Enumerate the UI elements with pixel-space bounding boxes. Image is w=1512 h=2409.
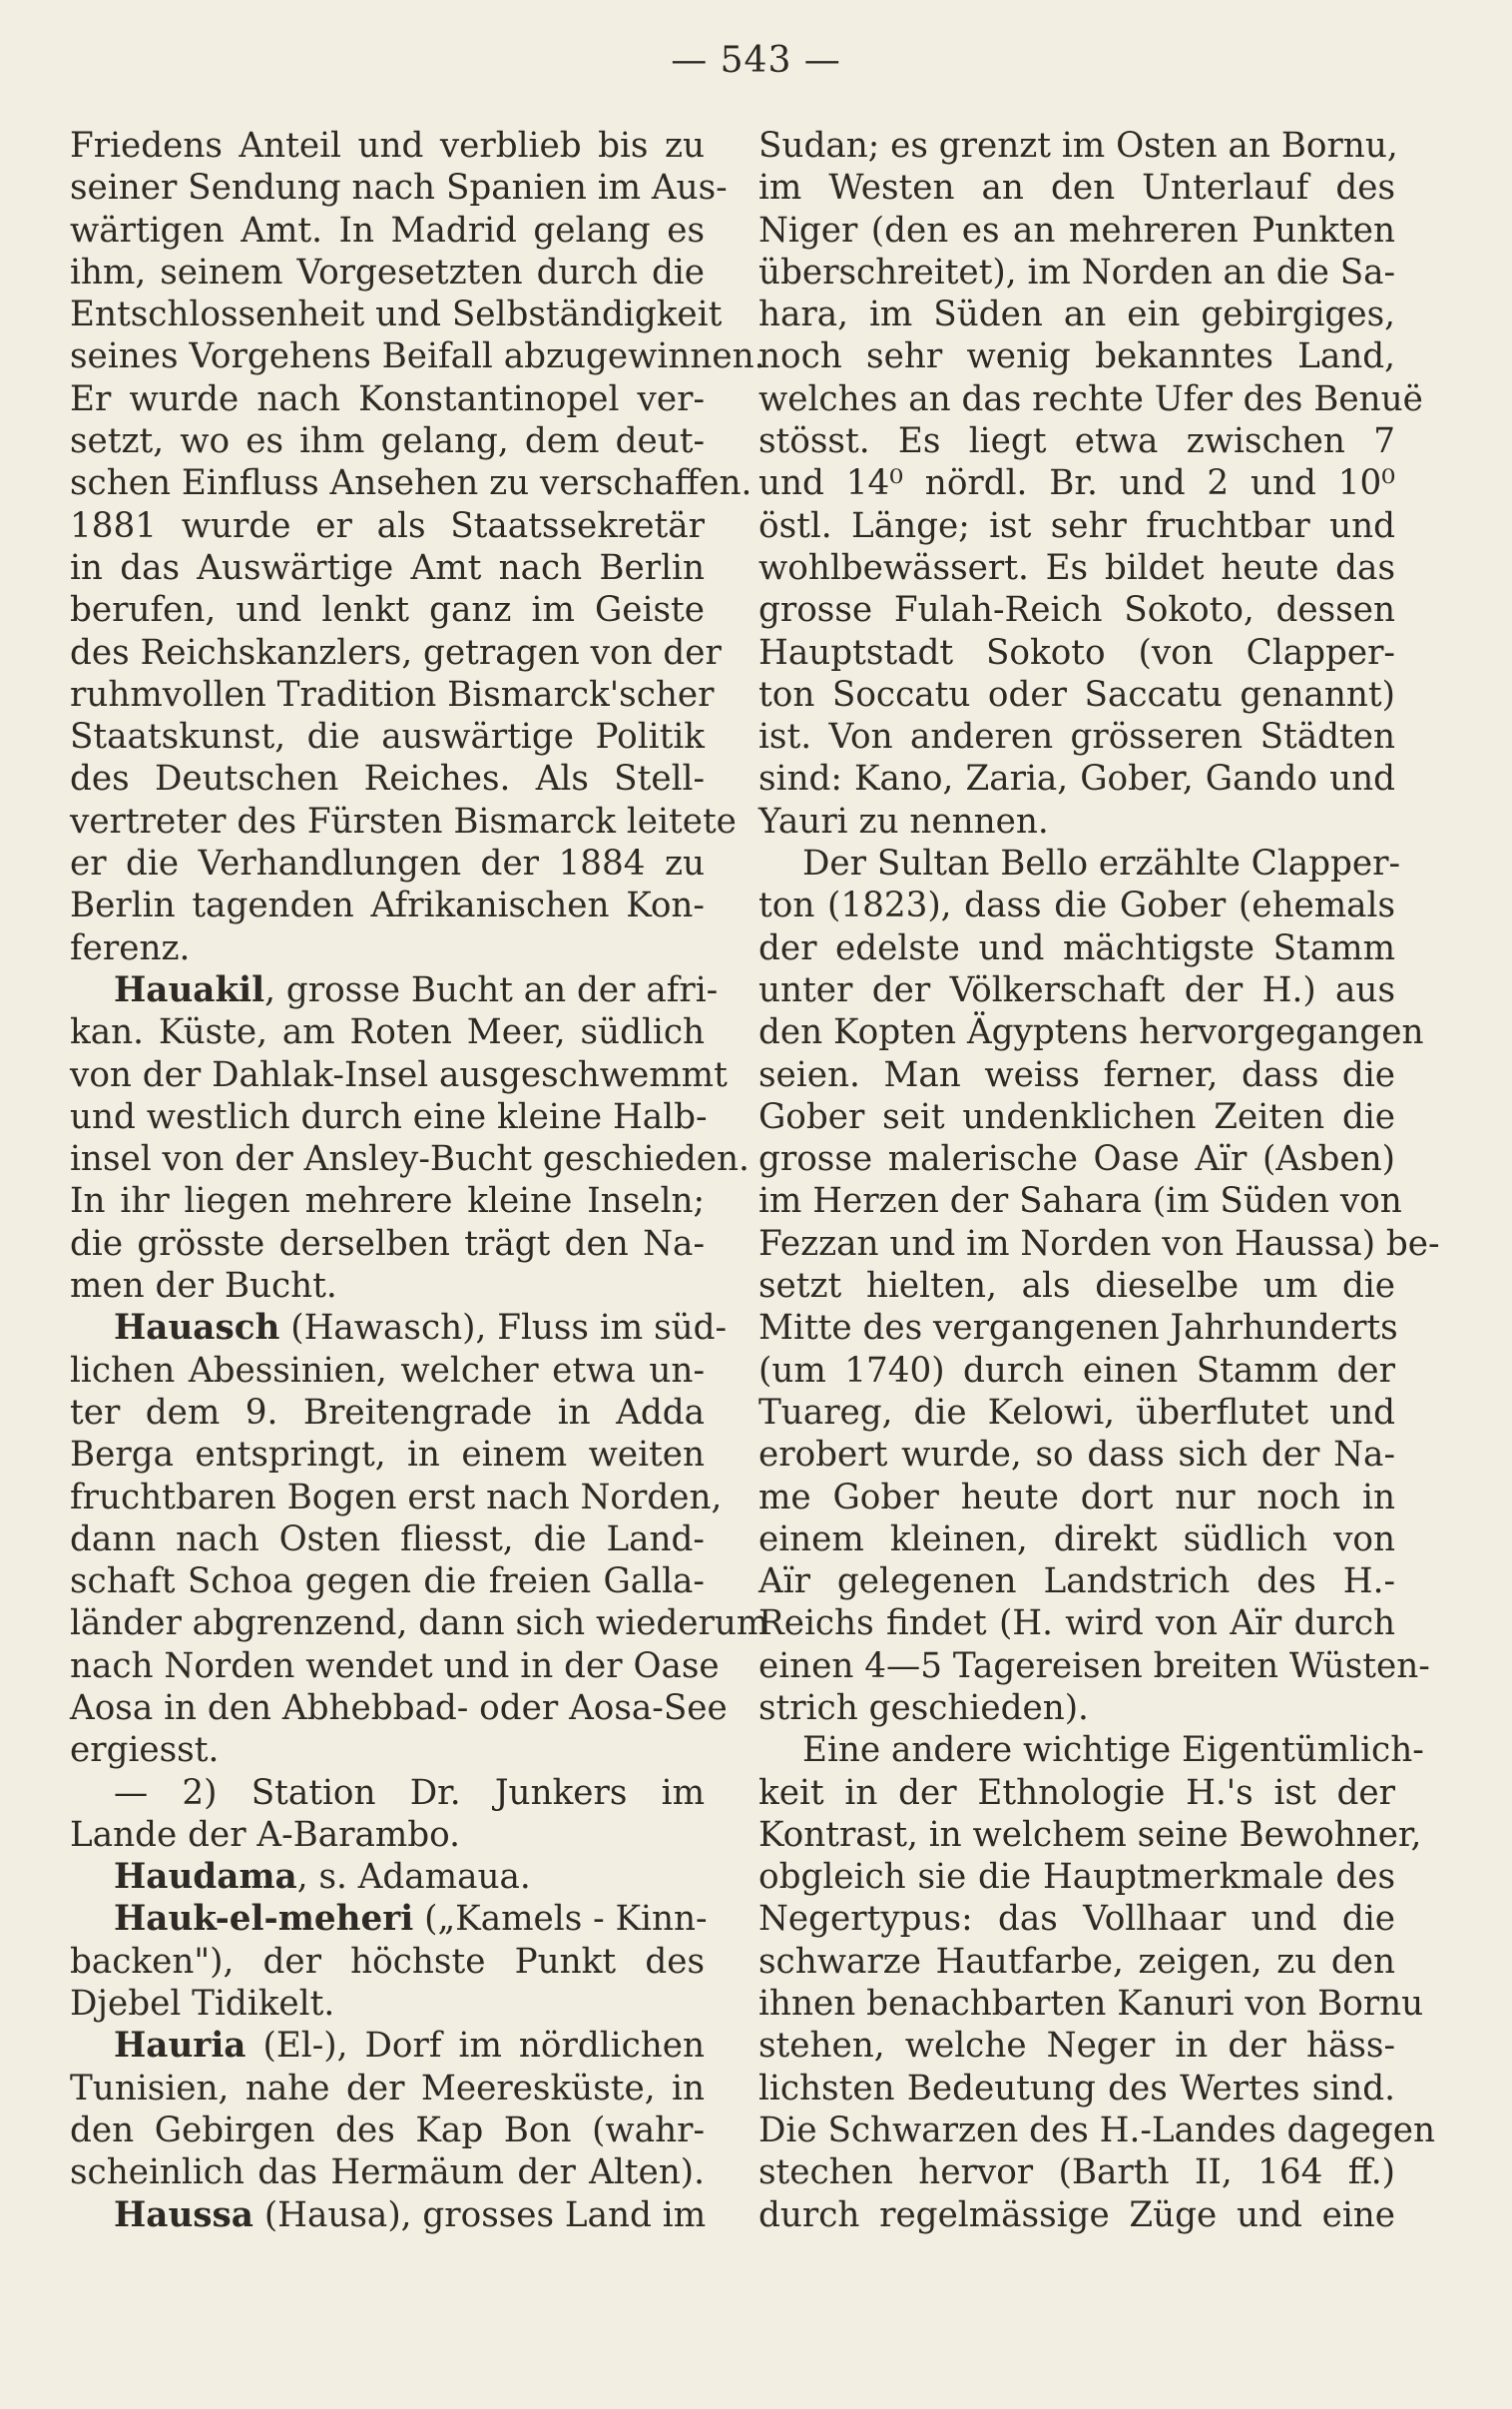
text-line: ton Soccatu oder Saccatu genannt) — [758, 674, 1395, 715]
text-line: kan. Küste, am Roten Meer, südlich — [70, 1012, 705, 1053]
entry-text: (Hausa), grosses Land im — [252, 2194, 707, 2235]
text-line: nach Norden wendet und in der Oase — [70, 1645, 720, 1686]
text-line: und westlich durch eine kleine Halb- — [70, 1096, 708, 1137]
text-line: keit in der Ethnologie H.'s ist der — [758, 1772, 1395, 1813]
text-line: ergiesst. — [70, 1730, 220, 1771]
entry-first-line — [70, 1856, 705, 1898]
text-line: wohlbewässert. Es bildet heute das — [758, 547, 1395, 588]
text-line: Niger (den es an mehreren Punkten — [758, 210, 1395, 251]
text-line: setzt hielten, als dieselbe um die — [758, 1266, 1395, 1307]
text-line: ton (1823), dass die Gober (ehemals — [758, 886, 1395, 926]
entry-headword-hauk-el-meheri: Hauk-el-meheri — [114, 1899, 414, 1940]
text-line: Staatskunst, die auswärtige Politik — [70, 717, 705, 758]
text-line: stechen hervor (Barth II, 164 ff.) — [758, 2152, 1395, 2193]
text-line: In ihr liegen mehrere kleine Inseln; — [70, 1181, 705, 1222]
text-line: obgleich sie die Hauptmerkmale des — [758, 1857, 1395, 1898]
text-line: durch regelmässige Züge und eine — [758, 2194, 1395, 2235]
text-line: men der Bucht. — [70, 1266, 337, 1307]
text-line: den Kopten Ägyptens hervorgegangen — [758, 1012, 1424, 1053]
text-line: des Deutschen Reiches. Als Stell- — [70, 759, 705, 800]
text-line: länder abgrenzend, dann sich wiederum — [70, 1603, 769, 1644]
entry-headword-hauria: Hauria — [114, 2026, 247, 2067]
text-line: ter dem 9. Breitengrade in Adda — [70, 1392, 705, 1433]
text-line: Reichs findet (H. wird von Aïr durch — [758, 1603, 1395, 1644]
text-line: schwarze Hautfarbe, zeigen, zu den — [758, 1941, 1395, 1982]
right-column — [758, 125, 1440, 2236]
text-line: in das Auswärtige Amt nach Berlin — [70, 547, 705, 588]
text-line: wärtigen Amt. In Madrid gelang es — [70, 210, 705, 251]
text-line: setzt, wo es ihm gelang, dem deut- — [70, 421, 705, 462]
entry-headword-haudama: Haudama — [114, 1857, 297, 1898]
text-line: Friedens Anteil und verblieb bis zu — [70, 126, 705, 166]
text-line: Lande der A-Barambo. — [70, 1814, 461, 1855]
text-line: berufen, und lenkt ganz im Geiste — [70, 590, 705, 631]
text-line: stehen, welche Neger in der häss- — [758, 2026, 1395, 2067]
text-line: erobert wurde, so dass sich der Na- — [758, 1435, 1395, 1476]
text-line: einen 4—5 Tagereisen breiten Wüsten- — [758, 1645, 1430, 1686]
text-line: Negertypus: das Vollhaar und die — [758, 1899, 1395, 1940]
page-number: — 543 — — [671, 40, 841, 81]
entry-text: („Kamels - Kinn- — [413, 1899, 708, 1940]
text-line: sind: Kano, Zaria, Gober, Gando und — [758, 759, 1395, 800]
text-line: seien. Man weiss ferner, dass die — [758, 1054, 1395, 1095]
text-line: Tunisien, nahe der Meeresküste, in — [70, 2068, 705, 2108]
text-line: dann nach Osten fliesst, die Land- — [70, 1518, 705, 1559]
text-line: Aïr gelegenen Landstrich des H.- — [758, 1561, 1395, 1602]
text-line: grosse malerische Oase Aïr (Asben) — [758, 1139, 1395, 1180]
text-line: insel von der Ansley-Bucht geschieden. — [70, 1139, 750, 1180]
text-line: Gober seit undenklichen Zeiten die — [758, 1096, 1395, 1137]
text-line: stösst. Es liegt etwa zwischen 7 — [758, 421, 1395, 462]
text-line: die grösste derselben trägt den Na- — [70, 1223, 705, 1264]
text-line: ferenz. — [70, 927, 191, 968]
text-line: — 2) Station Dr. Junkers im — [114, 1772, 705, 1813]
text-line: von der Dahlak-Insel ausgeschwemmt — [70, 1054, 728, 1095]
text-line: scheinlich das Hermäum der Alten). — [70, 2152, 705, 2193]
text-line: überschreitet), im Norden an die Sa- — [758, 252, 1396, 293]
text-line: 1881 wurde er als Staatssekretär — [70, 505, 705, 546]
text-line: seines Vorgehens Beifall abzugewinnen. — [70, 336, 765, 377]
text-line: ihm, seinem Vorgesetzten durch die — [70, 252, 705, 293]
text-line: des Reichskanzlers, getragen von der — [70, 632, 722, 673]
text-line: im Westen an den Unterlauf des — [758, 168, 1395, 209]
text-line: hara, im Süden an ein gebirgiges, — [758, 295, 1395, 335]
text-line: Kontrast, in welchem seine Bewohner, — [758, 1814, 1422, 1855]
text-line: Er wurde nach Konstantinopel ver- — [70, 378, 705, 419]
text-line: einem kleinen, direkt südlich von — [758, 1518, 1395, 1559]
text-line: im Herzen der Sahara (im Süden von — [758, 1181, 1402, 1222]
entry-first-line — [70, 2194, 705, 2236]
text-line: er die Verhandlungen der 1884 zu — [70, 844, 705, 885]
text-line: (um 1740) durch einen Stamm der — [758, 1350, 1395, 1391]
text-line: der edelste und mächtigste Stamm — [758, 927, 1395, 968]
text-line: ist. Von anderen grösseren Städten — [758, 717, 1395, 758]
text-line: Eine andere wichtige Eigentümlich- — [802, 1730, 1424, 1771]
entry-text: , s. Adamaua. — [296, 1857, 531, 1898]
text-line: Aosa in den Abhebbad- oder Aosa-See — [70, 1687, 728, 1728]
text-line: noch sehr wenig bekanntes Land, — [758, 336, 1395, 377]
text-line: schaft Schoa gegen die freien Galla- — [70, 1561, 705, 1602]
entry-first-line — [70, 1898, 708, 1940]
text-line: seiner Sendung nach Spanien im Aus- — [70, 168, 728, 209]
text-line: fruchtbaren Bogen erst nach Norden, — [70, 1477, 723, 1517]
text-line: Mitte des vergangenen Jahrhunderts — [758, 1308, 1398, 1349]
text-line: me Gober heute dort nur noch in — [758, 1477, 1395, 1517]
entry-first-line — [70, 2025, 705, 2067]
text-line: Hauptstadt Sokoto (von Clapper- — [758, 632, 1395, 673]
text-line: Berlin tagenden Afrikanischen Kon- — [70, 886, 705, 926]
entry-text: (Hawasch), Fluss im süd- — [279, 1308, 728, 1349]
entry-text: (El-), Dorf im nördlichen — [246, 2026, 705, 2067]
text-line: Der Sultan Bello erzählte Clapper- — [802, 844, 1401, 885]
entry-headword-hauasch: Hauasch — [114, 1308, 280, 1349]
entry-first-line — [70, 969, 719, 1011]
text-line: Tuareg, die Kelowi, überflutet und — [758, 1392, 1395, 1433]
text-line: backen"), der höchste Punkt des — [70, 1941, 705, 1982]
text-line: den Gebirgen des Kap Bon (wahr- — [70, 2109, 705, 2150]
text-line: Sudan; es grenzt im Osten an Bornu, — [758, 126, 1398, 166]
text-line: Yauri zu nennen. — [758, 801, 1049, 842]
text-line: Fezzan und im Norden von Haussa) be- — [758, 1223, 1440, 1264]
entry-first-line — [70, 1307, 728, 1349]
text-line: Djebel Tidikelt. — [70, 1984, 335, 2025]
text-line: ihnen benachbarten Kanuri von Bornu — [758, 1984, 1424, 2025]
entry-headword-haussa: Haussa — [114, 2194, 253, 2235]
text-line: Die Schwarzen des H.-Landes dagegen — [758, 2109, 1436, 2150]
text-line: lichsten Bedeutung des Wertes sind. — [758, 2068, 1395, 2108]
text-line: Berga entspringt, in einem weiten — [70, 1435, 705, 1476]
text-line: östl. Länge; ist sehr fruchtbar und — [758, 505, 1395, 546]
text-line: strich geschieden). — [758, 1687, 1089, 1728]
text-line: Entschlossenheit und Selbständigkeit — [70, 295, 723, 335]
entry-headword-hauakil: Hauakil — [114, 969, 265, 1010]
text-line: lichen Abessinien, welcher etwa un- — [70, 1350, 705, 1391]
text-line: welches an das rechte Ufer des Benuë — [758, 378, 1423, 419]
text-line: grosse Fulah-Reich Sokoto, dessen — [758, 590, 1395, 631]
text-line: schen Einfluss Ansehen zu verschaffen. — [70, 463, 753, 504]
left-column — [70, 125, 769, 2236]
entry-text: , grosse Bucht an der afri- — [264, 969, 719, 1010]
text-line: und 14⁰ nördl. Br. und 2 und 10⁰ — [758, 463, 1395, 504]
text-line: ruhmvollen Tradition Bismarck'scher — [70, 674, 715, 715]
text-line: vertreter des Fürsten Bismarck leitete — [70, 801, 737, 842]
text-line: unter der Völkerschaft der H.) aus — [758, 969, 1395, 1010]
